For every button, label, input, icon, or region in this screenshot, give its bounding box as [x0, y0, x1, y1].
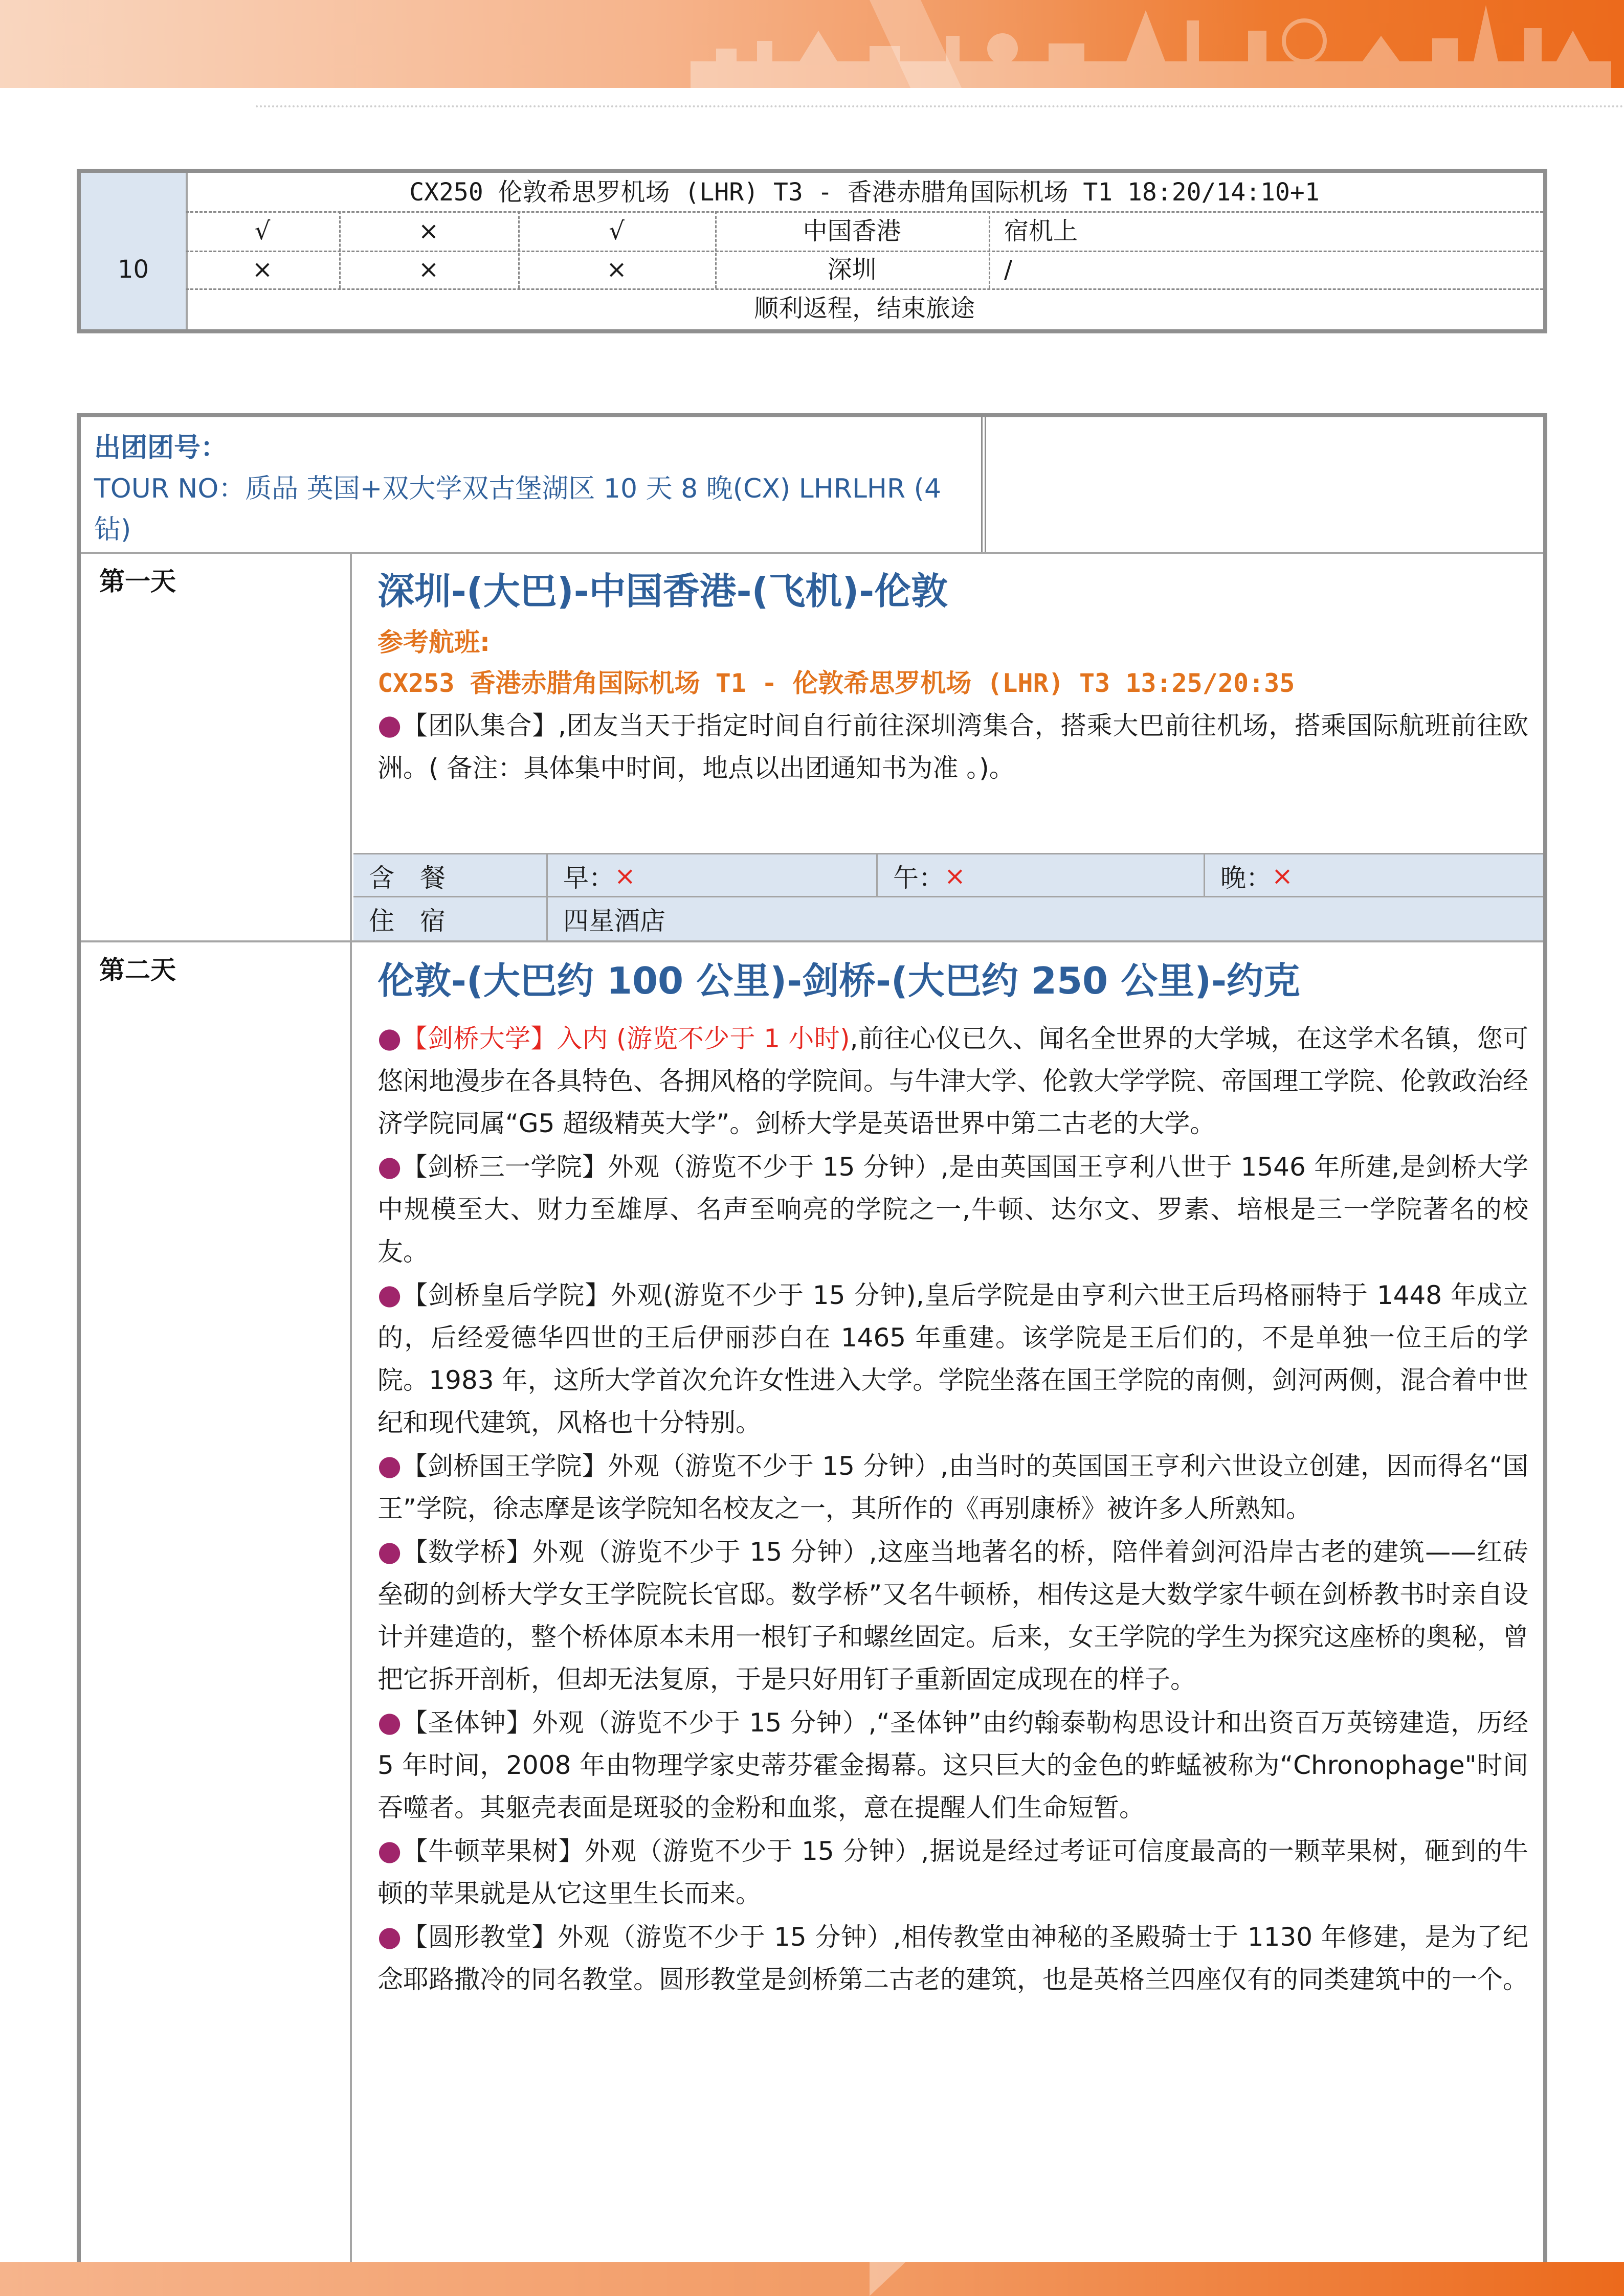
item-name: 【数学桥】 — [402, 1537, 532, 1567]
breakfast-mark: √ — [254, 216, 271, 245]
dinner-cross-icon: × — [1272, 861, 1293, 891]
item-name: 【剑桥大学】入内 (游览不少于 1 小时) — [402, 1024, 850, 1053]
closing-note: 顺利返程，结束旅途 — [753, 294, 975, 323]
day1-label: 第一天 — [99, 567, 176, 596]
hotel-row — [353, 896, 1543, 940]
item-text: 外观（游览不少于 15 分钟）,是由英国国王亨利八世于 1546 年所建,是剑桥大学中规模至大、财力至雄厚、名声至响亮的学院之一,牛顿、达尔文、罗素、培根是三一学院著名的校友。 — [377, 1152, 1528, 1267]
city-cell: 深圳 — [827, 255, 877, 284]
hotel-value: 四星酒店 — [563, 906, 665, 936]
item-text: 外观(游览不少于 15 分钟),皇后学院是由亨利六世王后玛格丽特于 1448 年成立的，后经爱德华四世的王后伊丽莎白在 1465 年重建。该学院是王后们的，不是单独一位王后的学院。1983 年，这所大学首次允许女性进入大学。学院坐落在国王学院的南侧，剑河两侧，混合着中世纪和现代建筑，风格也十分特别。 — [377, 1280, 1529, 1437]
itinerary-item — [377, 1701, 1528, 1829]
item-text: 外观（游览不少于 15 分钟）,据说是经过考证可信度最高的一颗苹果树，砸到的牛顿的苹果就是从它这里生长而来。 — [377, 1836, 1529, 1908]
dinner-cell — [1205, 854, 1543, 897]
item-name: 【圣体钟】 — [402, 1708, 532, 1738]
flight-ref-label: 参考航班: — [377, 627, 490, 657]
item-text: ,前往心仪已久、闻名全世界的大学城，在这学术名镇，您可悠闲地漫步在各具特色、各拥风格的学院间。与牛津大学、伦敦大学学院、帝国理工学院、伦敦政治经济学院同属“G5 超级精英大学”。剑桥大学是英语世界中第二古老的大学。 — [377, 1024, 1528, 1138]
meals-label: 含 餐 — [353, 854, 548, 897]
day2-label: 第二天 — [99, 955, 176, 985]
item-name: 【团队集合】 — [402, 711, 559, 740]
bullet-dot-icon: ● — [377, 1278, 403, 1311]
day-number: 10 — [117, 255, 149, 284]
item-text: 外观（游览不少于 15 分钟）,这座当地著名的桥，陪伴着剑河沿岸古老的建筑——红砖垒砌的剑桥大学女王学院院长官邸。数学桥”又名牛顿桥，相传这是大数学家牛顿在剑桥教书时亲自设计并建造的，整个桥体原本未用一根钉子和螺丝固定。后来，女王学院的学生为探究这座桥的奥秘，曾把它拆开剖析，但却无法复原，于是只好用钉子重新固定成现在的样子。 — [377, 1537, 1529, 1694]
day2-content — [377, 955, 1528, 2001]
breakfast-label: 早： — [563, 863, 614, 893]
tour-number-cell — [81, 417, 986, 552]
bullet-dot-icon: ● — [377, 1150, 402, 1182]
item-text: 外观（游览不少于 15 分钟）,相传教堂由神秘的圣殿骑士于 1130 年修建，是为了纪念耶路撒冷的同名教堂。圆形教堂是剑桥第二古老的建筑，也是英格兰四座仅有的同类建筑中的一个。 — [377, 1922, 1528, 1994]
return-itinerary-table — [77, 169, 1547, 333]
itinerary-item — [377, 1145, 1528, 1273]
meals-row — [353, 853, 1543, 897]
lunch-label: 午： — [893, 863, 944, 893]
hotel-cell: 宿机上 — [1004, 216, 1078, 245]
flight-ref-info: CX253 香港赤腊角国际机场 T1 - 伦敦希思罗机场 (LHR) T3 13:25/20:35 — [377, 668, 1295, 698]
itinerary-item — [377, 1829, 1528, 1915]
item-name: 【剑桥三一学院】 — [402, 1152, 608, 1182]
day1-content — [377, 566, 1528, 790]
itinerary-item — [377, 1017, 1528, 1145]
hotel-label: 住 宿 — [353, 897, 548, 940]
dinner-label: 晚： — [1220, 863, 1272, 893]
item-text: ,团友当天于指定时间自行前往深圳湾集合，搭乘大巴前往机场，搭乘国际航班前往欧洲。( 备注：具体集中时间，地点以出团通知书为准 。)。 — [377, 711, 1528, 783]
bullet-dot-icon: ● — [377, 709, 402, 741]
tour-number-label: 出团团号： — [94, 433, 228, 463]
itinerary-item — [377, 1444, 1528, 1530]
itinerary-table — [77, 413, 1547, 2275]
itinerary-item — [377, 704, 1528, 790]
footer-band — [0, 2262, 1624, 2296]
breakfast-mark: × — [252, 255, 273, 284]
skyline-decoration-icon — [0, 0, 1624, 88]
lunch-cross-icon: × — [944, 861, 966, 891]
lunch-mark: × — [418, 255, 439, 284]
day2-label-cell — [81, 940, 352, 2279]
bullet-dot-icon: ● — [377, 1449, 402, 1481]
itinerary-item — [377, 1915, 1528, 2001]
dinner-mark: × — [606, 255, 627, 284]
bullet-dot-icon: ● — [377, 1706, 403, 1738]
tour-number: TOUR NO：质品 英国+双大学双古堡湖区 10 天 8 晚(CX) LHRLHR (4 钻) — [94, 474, 942, 545]
bullet-dot-icon: ● — [377, 1920, 402, 1952]
return-flight-info: CX250 伦敦希思罗机场 (LHR) T3 - 香港赤腊角国际机场 T1 18:20/14:10+1 — [409, 177, 1320, 207]
dinner-mark: √ — [609, 216, 625, 245]
bullet-dot-icon: ● — [377, 1535, 403, 1567]
breakfast-cell — [548, 854, 878, 897]
header-divider — [256, 105, 1624, 107]
lunch-mark: × — [418, 216, 439, 245]
item-name: 【剑桥国王学院】 — [402, 1451, 608, 1481]
hotel-cell: / — [1004, 255, 1013, 284]
item-name: 【牛顿苹果树】 — [402, 1836, 585, 1866]
breakfast-cross-icon: × — [614, 861, 636, 891]
itinerary-item — [377, 1530, 1528, 1701]
day1-route-title: 深圳-(大巴)-中国香港-(飞机)-伦敦 — [377, 570, 948, 613]
item-text: 外观（游览不少于 15 分钟）,“圣体钟”由约翰泰勒构思设计和出资百万英镑建造，历经 5 年时间，2008 年由物理学家史蒂芬霍金揭幕。这只巨大的金色的蚱蜢被称为“Chronophage"时间吞噬者。其躯壳表面是斑驳的金粉和血浆，意在提醒人们生命短暂。 — [377, 1708, 1529, 1822]
item-name: 【剑桥皇后学院】 — [402, 1280, 611, 1310]
city-cell: 中国香港 — [803, 216, 901, 245]
itinerary-item — [377, 1273, 1528, 1444]
item-text: 外观（游览不少于 15 分钟）,由当时的英国国王亨利六世设立创建，因而得名“国王”学院，徐志摩是该学院知名校友之一，其所作的《再别康桥》被许多人所熟知。 — [377, 1451, 1528, 1523]
day2-route-title: 伦敦-(大巴约 100 公里)-剑桥-(大巴约 250 公里)-约克 — [377, 959, 1301, 1002]
day1-label-cell — [81, 552, 352, 940]
bullet-dot-icon: ● — [377, 1022, 402, 1054]
bullet-dot-icon: ● — [377, 1834, 403, 1866]
item-name: 【圆形教堂】 — [402, 1922, 558, 1952]
lunch-cell — [878, 854, 1205, 897]
header-banner — [0, 0, 1624, 88]
